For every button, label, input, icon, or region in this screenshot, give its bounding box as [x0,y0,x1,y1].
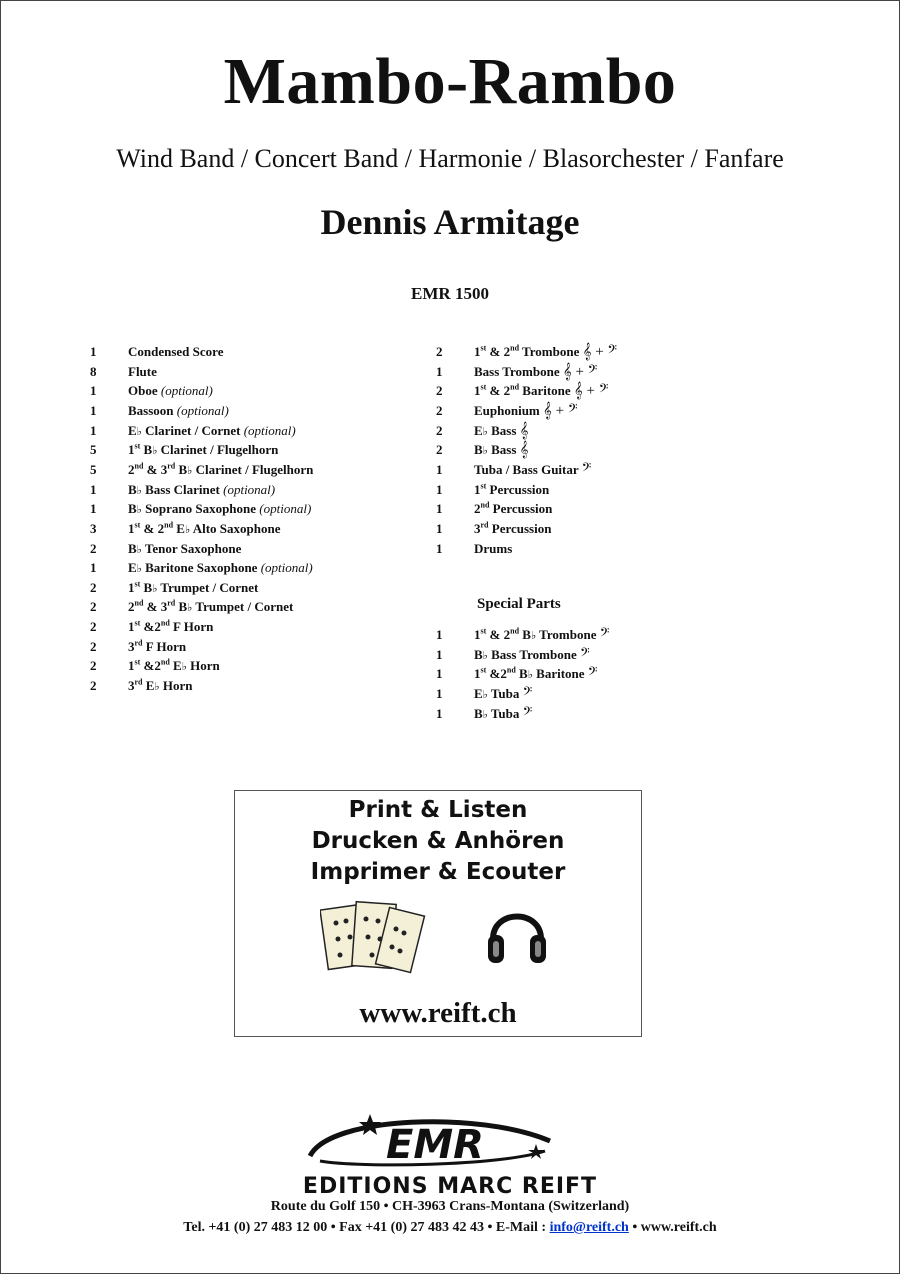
part-name: Condensed Score [128,344,224,359]
publisher-address: Route du Golf 150 • CH-3963 Crans-Montana (Switzerland) [270,1199,630,1214]
part-name: Euphonium 𝄞 + 𝄢 [474,402,578,419]
part-name: 1st &2nd F Horn [128,618,214,635]
sheet-music-icon [320,897,428,981]
part-name: 1st &2nd E♭ Horn [128,658,220,674]
part-quantity: 1 [90,402,97,418]
part-quantity: 1 [90,501,97,517]
part-quantity: 2 [90,579,97,595]
piece-title: Mambo-Rambo [223,45,677,118]
part-name: 1st & 2nd Trombone 𝄞 + 𝄢 [474,343,618,360]
part-name: E♭ Clarinet / Cornet (optional) [128,422,296,438]
catalog-number: EMR 1500 [411,284,489,303]
part-quantity: 2 [436,344,443,359]
part-name: 3rd Percussion [474,520,552,536]
part-name: B♭ Bass Clarinet (optional) [128,481,276,497]
headphones-icon [485,899,549,969]
part-quantity: 2 [90,638,97,654]
composer-name: Dennis Armitage [320,202,580,242]
part-name: B♭ Tuba 𝄢 [474,705,533,722]
special-parts-list [436,625,756,735]
part-name: 1st Percussion [474,481,550,497]
part-name: Flute [128,363,157,379]
part-quantity: 1 [436,705,443,721]
part-name: Tuba / Bass Guitar 𝄢 [474,461,592,478]
part-name: E♭ Baritone Saxophone (optional) [128,560,313,576]
part-name: 2nd Percussion [474,500,553,517]
part-name: B♭ Bass 𝄞 [474,442,529,459]
part-name: 3rd E♭ Horn [128,677,193,694]
part-quantity: 5 [90,461,97,477]
part-quantity: 2 [90,678,97,694]
part-name: Bassoon (optional) [128,402,229,418]
email-link[interactable]: info@reift.ch [549,1220,629,1235]
part-quantity: 2 [436,402,443,418]
special-parts-heading: Special Parts [477,596,561,612]
part-quantity: 1 [90,422,97,438]
contact-phone-fax: Tel. +41 (0) 27 483 12 00 • Fax +41 (0) 27 483 42 43 • E-Mail : [183,1220,550,1235]
publisher-contact [0,1220,900,1236]
part-name: 1st B♭ Trumpet / Cornet [128,579,259,595]
part-quantity: 2 [436,442,443,458]
part-quantity: 1 [90,383,97,399]
contact-website[interactable]: • www.reift.ch [628,1220,717,1235]
part-name: 1st &2nd B♭ Baritone 𝄢 [474,665,598,683]
part-quantity: 1 [436,501,443,517]
part-quantity: 1 [436,461,443,477]
promo-line-fr: Imprimer & Ecouter [310,859,566,885]
part-name: 1st B♭ Clarinet / Flugelhorn [128,441,279,458]
parts-list-right [436,342,756,572]
promo-line-de: Drucken & Anhören [311,828,565,854]
print-listen-box [234,790,642,1037]
part-quantity: 2 [436,422,443,438]
part-name: 2nd & 3rd B♭ Trumpet / Cornet [128,599,294,615]
part-name: 1st & 2nd B♭ Trombone 𝄢 [474,626,610,643]
part-quantity: 1 [436,627,443,642]
part-name: E♭ Tuba 𝄢 [474,685,533,702]
promo-url[interactable]: www.reift.ch [359,997,517,1029]
part-name: 3rd F Horn [128,638,187,654]
part-quantity: 1 [436,646,443,662]
part-quantity: 1 [90,481,97,497]
part-quantity: 1 [436,481,443,497]
part-name: B♭ Bass Trombone 𝄢 [474,646,590,663]
part-quantity: 1 [436,540,443,556]
ensemble-subtitle: Wind Band / Concert Band / Harmonie / Blasorchester / Fanfare [116,144,784,173]
part-quantity: 5 [90,442,97,458]
emr-logo [300,1106,560,1176]
part-quantity: 3 [90,520,97,536]
part-quantity: 1 [90,344,97,359]
part-quantity: 8 [90,363,97,379]
part-name: B♭ Soprano Saxophone (optional) [128,501,312,517]
part-name: Drums [474,540,513,556]
parts-list-left [90,342,410,702]
logo-text: EMR [386,1122,484,1168]
promo-line-en: Print & Listen [348,797,528,823]
part-quantity: 1 [436,520,443,536]
part-quantity: 2 [90,658,97,674]
part-quantity: 1 [436,363,443,379]
part-quantity: 2 [90,619,97,635]
part-quantity: 2 [436,383,443,399]
part-name: 1st & 2nd Baritone 𝄞 + 𝄢 [474,382,609,400]
part-name: 1st & 2nd E♭ Alto Saxophone [128,520,281,536]
part-name: B♭ Tenor Saxophone [128,540,242,556]
part-quantity: 2 [90,540,97,556]
part-name: 2nd & 3rd B♭ Clarinet / Flugelhorn [128,461,314,477]
publisher-name: EDITIONS MARC REIFT [302,1174,598,1199]
part-name: Bass Trombone 𝄞 + 𝄢 [474,363,598,380]
part-quantity: 1 [436,685,443,701]
part-quantity: 1 [436,666,443,682]
part-quantity: 1 [90,560,97,576]
part-quantity: 2 [90,599,97,615]
part-name: Oboe (optional) [128,383,213,399]
part-name: E♭ Bass 𝄞 [474,422,529,439]
